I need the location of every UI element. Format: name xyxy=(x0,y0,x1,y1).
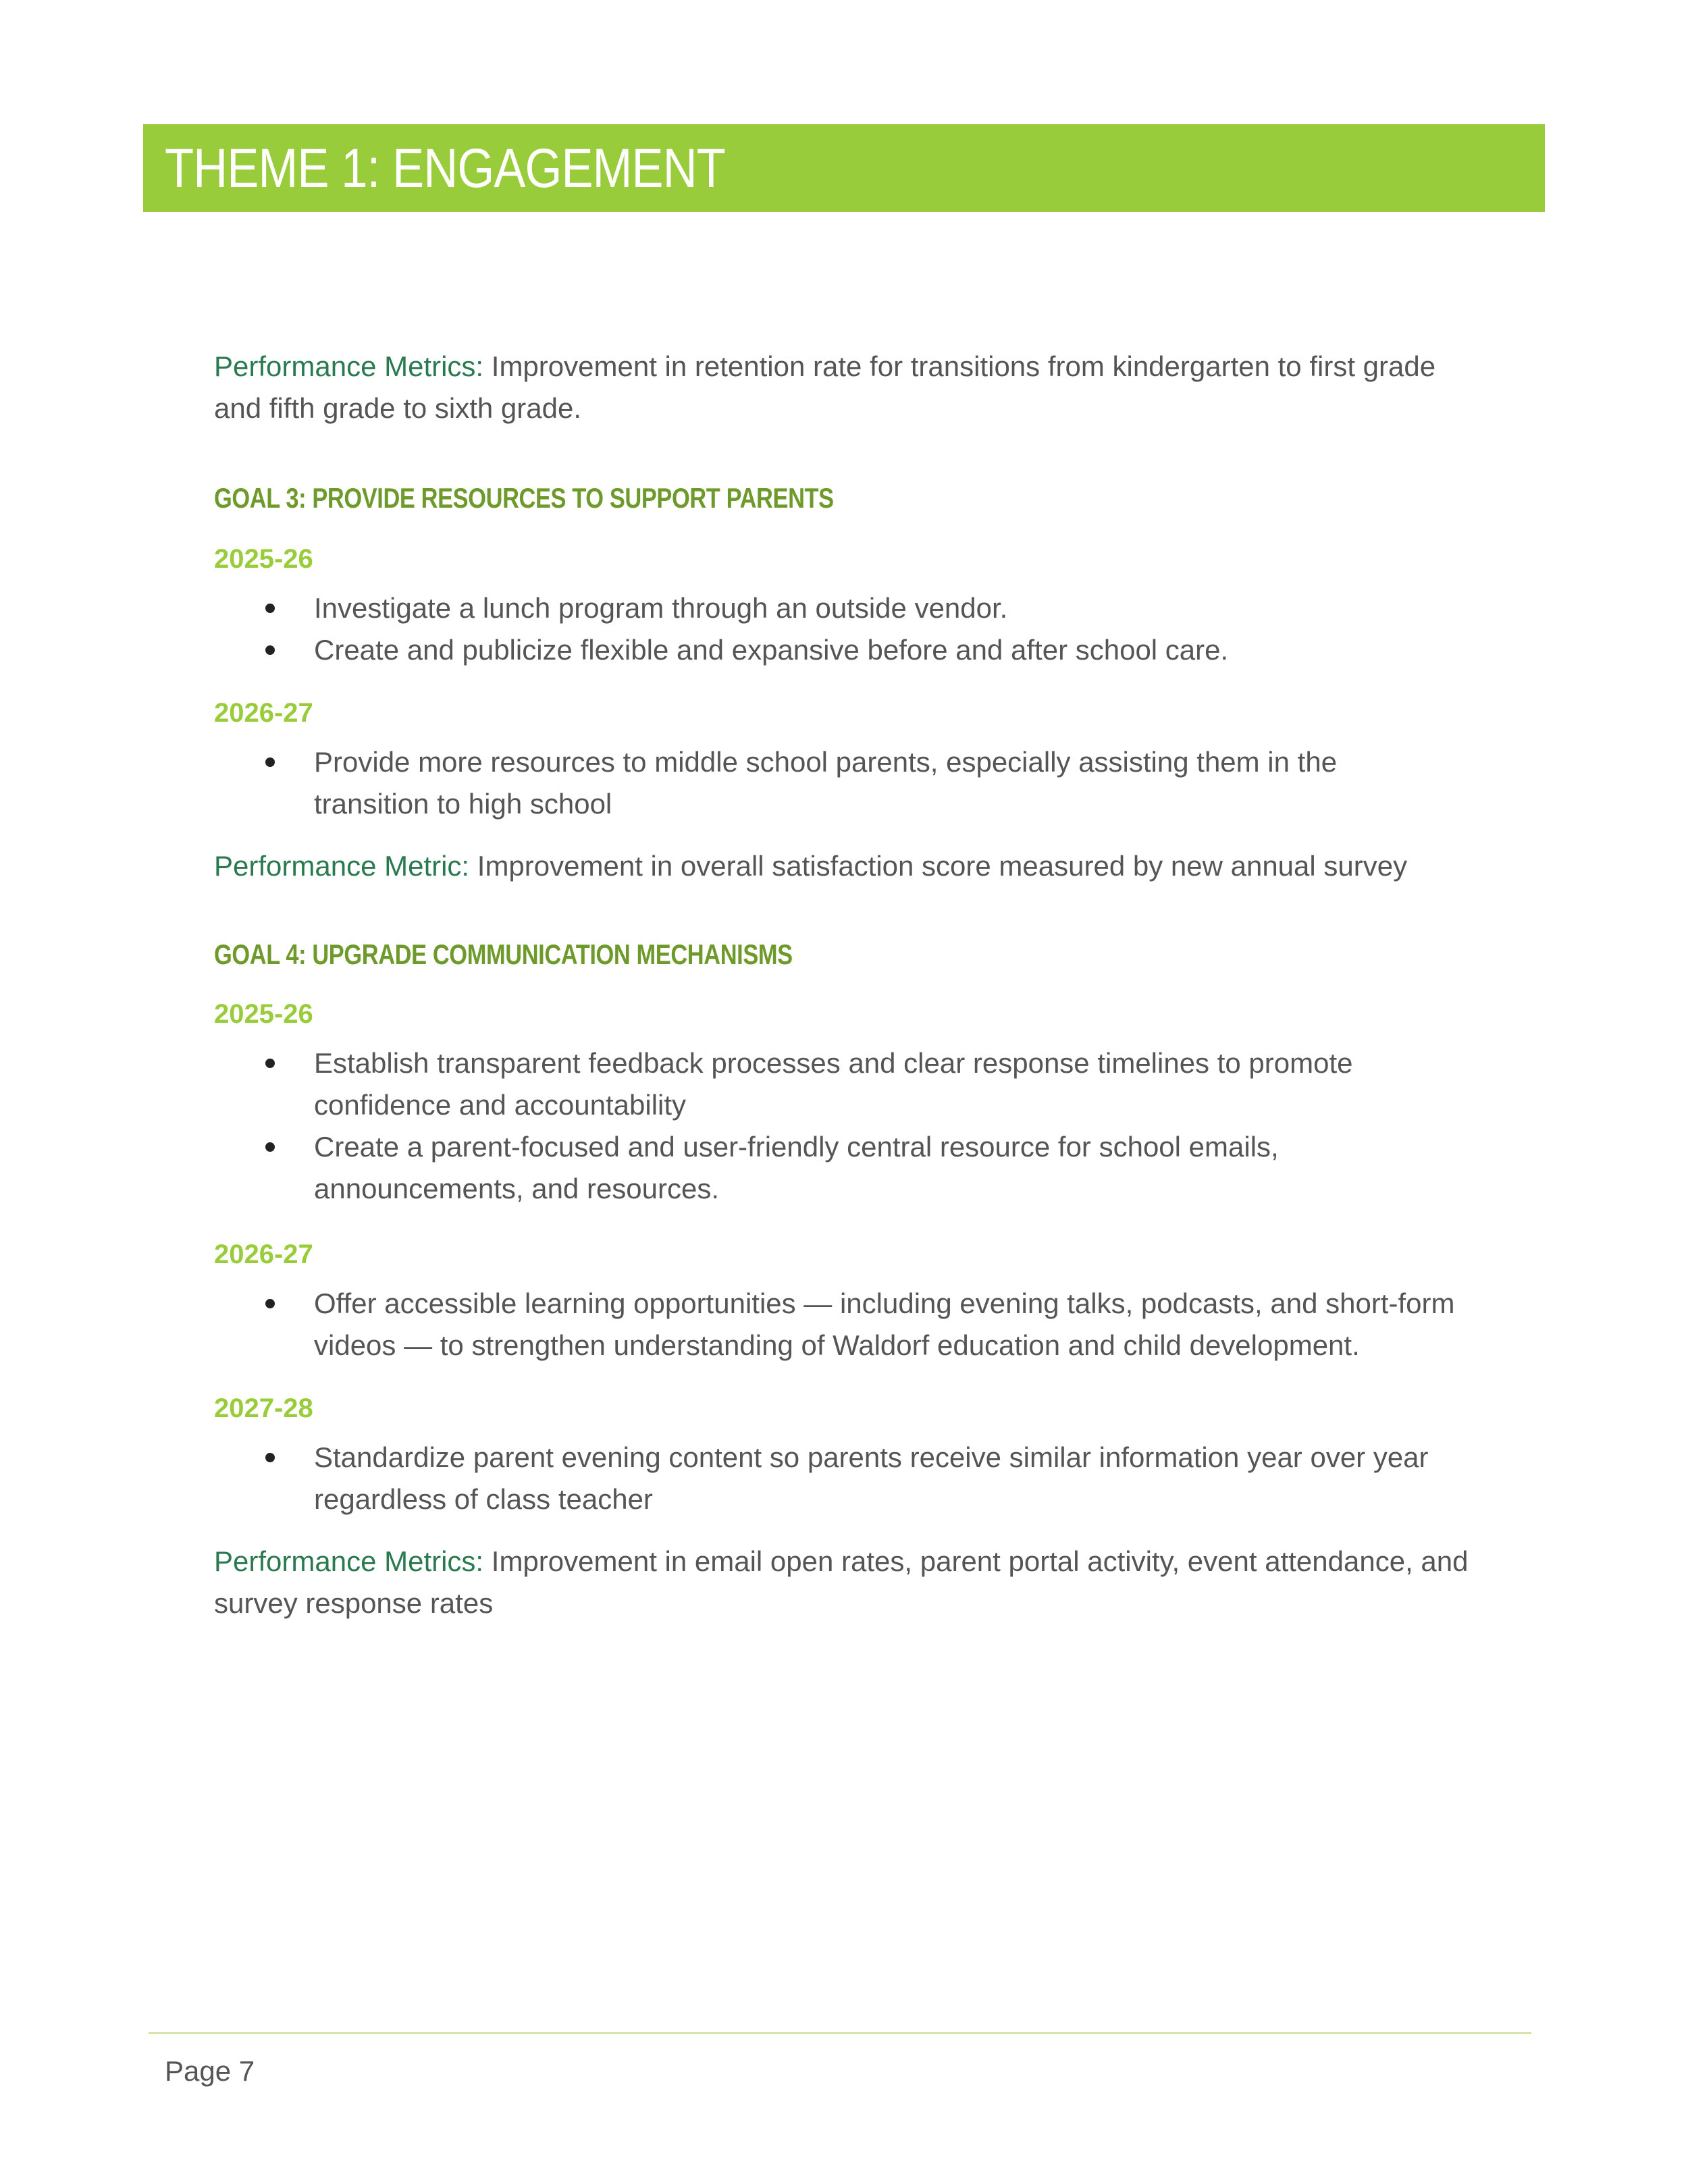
goal-4-performance-metric xyxy=(214,1541,1483,1624)
page-content xyxy=(214,346,1483,1624)
list-item-text: Create a parent-focused and user-friendly central resource for school emails, announcements, and resources. xyxy=(314,1131,1279,1204)
goal-3-performance-metric xyxy=(214,845,1483,887)
goal-4-year-2026-27: 2026-27 xyxy=(214,1240,313,1269)
metric-label: Performance Metrics: xyxy=(214,1545,484,1577)
list-item xyxy=(214,587,1483,629)
footer-divider xyxy=(149,2032,1531,2034)
goal-3-year-2026-27: 2026-27 xyxy=(214,698,313,728)
page-number: Page 7 xyxy=(165,2055,255,2087)
list-item xyxy=(214,629,1483,671)
metric-text: Improvement in retention rate for transitions from kindergarten to first grade and fifth grade to sixth grade. xyxy=(214,350,1436,424)
list-item-text: Provide more resources to middle school parents, especially assisting them in the transition to high school xyxy=(314,746,1338,820)
list-item xyxy=(214,1283,1483,1366)
theme-title: THEME 1: ENGAGEMENT xyxy=(165,138,726,199)
goal-3-2026-27-list xyxy=(214,741,1402,825)
bullet-icon xyxy=(265,604,275,613)
goal-4-2027-28-list xyxy=(214,1437,1483,1520)
goal-4-year-2025-26: 2025-26 xyxy=(214,999,313,1029)
goal-4-2026-27-list xyxy=(214,1283,1483,1366)
list-item xyxy=(214,741,1402,825)
metric-label: Performance Metrics: xyxy=(214,350,484,382)
bullet-icon xyxy=(265,1453,275,1462)
intro-performance-metric xyxy=(214,346,1483,429)
list-item xyxy=(214,1126,1416,1210)
metric-label: Performance Metric: xyxy=(214,850,470,882)
goal-3-year-2025-26: 2025-26 xyxy=(214,544,313,574)
theme-banner xyxy=(143,124,1545,212)
list-item xyxy=(214,1437,1483,1520)
list-item-text: Offer accessible learning opportunities — including evening talks, podcasts, and short-form videos — to strengthen understanding of Waldorf education and child development. xyxy=(314,1287,1455,1361)
goal-3-2025-26-list xyxy=(214,587,1483,671)
goal-4-year-2027-28: 2027-28 xyxy=(214,1393,313,1423)
metric-text: Improvement in email open rates, parent portal activity, event attendance, and survey response rates xyxy=(214,1545,1469,1619)
list-item-text: Investigate a lunch program through an outside vendor. xyxy=(314,592,1008,624)
list-item-text: Establish transparent feedback processes and clear response timelines to promote confidence and accountability xyxy=(314,1047,1353,1121)
list-item-text: Create and publicize flexible and expansive before and after school care. xyxy=(314,634,1229,666)
list-item xyxy=(214,1042,1416,1126)
metric-text: Improvement in overall satisfaction score measured by new annual survey xyxy=(469,850,1408,882)
goal-4-2025-26-list xyxy=(214,1042,1416,1210)
bullet-icon xyxy=(265,757,275,767)
goal-3-heading: GOAL 3: PROVIDE RESOURCES TO SUPPORT PARENTS xyxy=(214,482,834,514)
goal-4-heading: GOAL 4: UPGRADE COMMUNICATION MECHANISMS xyxy=(214,938,793,970)
bullet-icon xyxy=(265,645,275,655)
bullet-icon xyxy=(265,1059,275,1068)
list-item-text: Standardize parent evening content so parents receive similar information year over year regardless of class teacher xyxy=(314,1441,1429,1515)
bullet-icon xyxy=(265,1299,275,1308)
bullet-icon xyxy=(265,1142,275,1152)
